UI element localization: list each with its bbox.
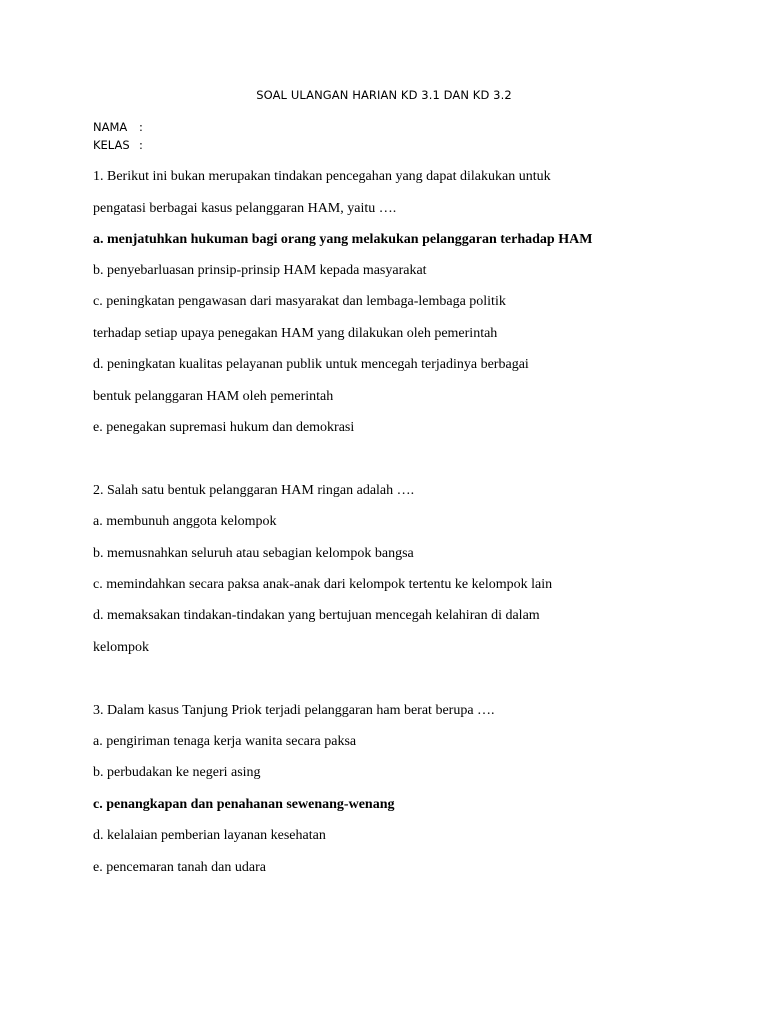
question-1-option-b: b. penyebarluasan prinsip-prinsip HAM kepada masyarakat [93,263,427,278]
class-label: KELAS [93,138,130,152]
question-2-stem: 2. Salah satu bentuk pelanggaran HAM ringan adalah …. [93,483,415,498]
question-1-option-d-line-2: bentuk pelanggaran HAM oleh pemerintah [93,389,334,404]
question-2-option-a: a. membunuh anggota kelompok [93,514,277,529]
question-3-option-a: a. pengiriman tenaga kerja wanita secara paksa [93,734,357,749]
question-1-option-e: e. penegakan supremasi hukum dan demokrasi [93,420,355,435]
class-colon: : [139,138,143,152]
name-label: NAMA [93,120,128,134]
question-1-option-c-line-2: terhadap setiap upaya penegakan HAM yang dilakukan oleh pemerintah [93,326,498,341]
question-1-stem-line-1: 1. Berikut ini bukan merupakan tindakan pencegahan yang dapat dilakukan untuk [93,169,551,184]
question-2-option-c: c. memindahkan secara paksa anak-anak dari kelompok tertentu ke kelompok lain [93,577,553,592]
question-1-stem-line-2: pengatasi berbagai kasus pelanggaran HAM, yaitu …. [93,201,397,216]
question-2-option-b: b. memusnahkan seluruh atau sebagian kelompok bangsa [93,546,414,561]
question-2-option-d-line-1: d. memaksakan tindakan-tindakan yang bertujuan mencegah kelahiran di dalam [93,608,540,623]
class-field [93,138,143,152]
question-3-option-d: d. kelalaian pemberian layanan kesehatan [93,828,326,843]
question-3-stem: 3. Dalam kasus Tanjung Priok terjadi pelanggaran ham berat berupa …. [93,703,495,718]
question-1-option-d-line-1: d. peningkatan kualitas pelayanan publik untuk mencegah terjadinya berbagai [93,357,529,372]
question-3-option-c: c. penangkapan dan penahanan sewenang-wenang [93,797,395,812]
question-3-option-e: e. pencemaran tanah dan udara [93,860,266,875]
question-2-option-d-line-2: kelompok [93,640,149,655]
page-title: SOAL ULANGAN HARIAN KD 3.1 DAN KD 3.2 [256,88,512,102]
question-1-option-a: a. menjatuhkan hukuman bagi orang yang melakukan pelanggaran terhadap HAM [93,232,593,247]
name-field [93,120,143,134]
name-colon: : [139,120,143,134]
question-1-option-c-line-1: c. peningkatan pengawasan dari masyarakat dan lembaga-lembaga politik [93,294,506,309]
question-3-option-b: b. perbudakan ke negeri asing [93,765,261,780]
